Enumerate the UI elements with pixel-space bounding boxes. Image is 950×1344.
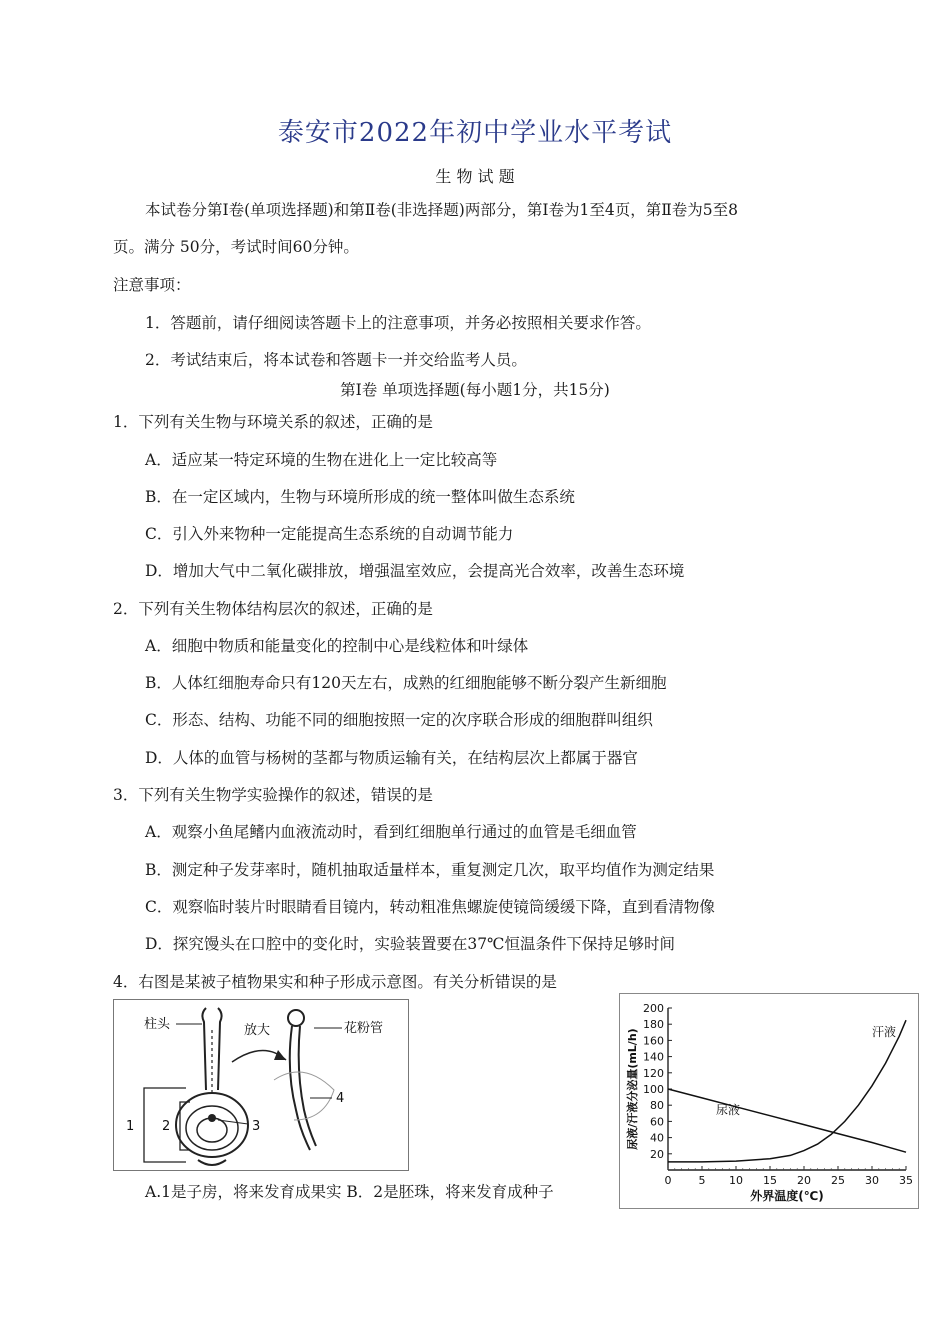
label-number-3: 3 [252, 1119, 261, 1134]
question-3-stem: 3．下列有关生物学实验操作的叙述，错误的是 [113, 786, 433, 804]
question-2-option-a: A．细胞中物质和能量变化的控制中心是线粒体和叶绿体 [145, 637, 529, 655]
y-tick-label: 120 [643, 1066, 664, 1080]
notes-heading: 注意事项： [113, 276, 191, 294]
x-tick-label: 0 [664, 1174, 672, 1187]
egg-cell [208, 1114, 216, 1122]
y-axis-title: 尿液/汗液分泌量(mL/h) [626, 1028, 639, 1150]
y-tick-label: 180 [643, 1018, 664, 1032]
label-magnify: 放大 [244, 1023, 271, 1038]
flower-diagram-svg [114, 1000, 408, 1170]
y-tick-label: 160 [643, 1034, 664, 1048]
magnify-arrowhead [274, 1050, 286, 1060]
note-item-2: 2．考试结束后，将本试卷和答题卡一并交给监考人员。 [145, 351, 527, 369]
y-tick-label: 80 [650, 1099, 664, 1113]
label-number-2: 2 [162, 1119, 171, 1134]
question-1-option-b: B．在一定区域内，生物与环境所形成的统一整体叫做生态系统 [145, 488, 575, 506]
x-axis-title: 外界温度(℃) [750, 1189, 824, 1203]
section-heading: 第Ⅰ卷 单项选择题(每小题1分，共15分) [340, 381, 610, 399]
y-tick-label: 140 [643, 1050, 664, 1064]
x-tick-label: 10 [729, 1174, 743, 1187]
secretion-chart [619, 993, 919, 1209]
y-tick-label: 60 [650, 1115, 664, 1129]
y-tick-label: 100 [643, 1083, 664, 1096]
x-tick-label: 20 [797, 1174, 811, 1187]
question-1-stem: 1．下列有关生物与环境关系的叙述，正确的是 [113, 413, 433, 431]
label-number-4: 4 [336, 1091, 345, 1106]
x-tick-label: 30 [865, 1174, 879, 1187]
question-3-option-a: A．观察小鱼尾鳍内血液流动时，看到红细胞单行通过的血管是毛细血管 [145, 823, 637, 841]
y-tick-label: 40 [650, 1131, 664, 1145]
question-1-option-c: C．引入外来物种一定能提高生态系统的自动调节能力 [145, 525, 514, 543]
intro-line-1: 本试卷分第Ⅰ卷(单项选择题)和第Ⅱ卷(非选择题)两部分，第Ⅰ卷为1至4页，第Ⅱ卷为5至8 [145, 201, 738, 219]
x-tick-label: 5 [698, 1174, 706, 1187]
question-2-stem: 2．下列有关生物体结构层次的叙述，正确的是 [113, 600, 433, 618]
x-tick-label: 25 [831, 1174, 845, 1187]
question-2-option-c: C．形态、结构、功能不同的细胞按照一定的次序联合形成的细胞群叫组织 [145, 711, 653, 729]
question-1-option-d: D．增加大气中二氧化碳排放，增强温室效应，会提高光合效率，改善生态环境 [145, 562, 685, 580]
question-2-option-d: D．人体的血管与杨树的茎都与物质运输有关，在结构层次上都属于器官 [145, 749, 638, 767]
series-label-0: 汗液 [872, 1025, 897, 1039]
intro-line-2: 页。满分 50分，考试时间60分钟。 [113, 238, 359, 256]
style-left-edge [202, 1008, 206, 1090]
question-3-option-d: D．探究馒头在口腔中的变化时，实验装置要在37℃恒温条件下保持足够时间 [145, 935, 675, 953]
exam-title: 泰安市2022年初中学业水平考试 [277, 118, 673, 148]
series-line-1 [668, 1089, 906, 1152]
question-1-option-a: A．适应某一特定环境的生物在进化上一定比较高等 [145, 451, 498, 469]
chart-series [668, 1020, 906, 1162]
question-3-option-b: B．测定种子发芽率时，随机抽取适量样本，重复测定几次，取平均值作为测定结果 [145, 861, 715, 879]
ovule-outer [186, 1106, 238, 1150]
label-pollen-tube: 花粉管 [344, 1021, 384, 1036]
exam-subtitle: 生 物 试 题 [435, 167, 515, 186]
x-tick-label: 15 [763, 1174, 777, 1187]
question-2-option-b: B．人体红细胞寿命只有120天左右，成熟的红细胞能够不断分裂产生新细胞 [145, 674, 667, 692]
label-stigma: 柱头 [144, 1017, 171, 1032]
note-item-1: 1．答题前，请仔细阅读答题卡上的注意事项，并务必按照相关要求作答。 [145, 314, 651, 332]
question-3-option-c: C．观察临时装片时眼睛看目镜内，转动粗准焦螺旋使镜筒缓缓下降，直到看清物像 [145, 898, 715, 916]
y-tick-label: 20 [650, 1147, 664, 1161]
flower-diagram [113, 999, 409, 1171]
question-4-stem: 4．右图是某被子植物果实和种子形成示意图。有关分析错误的是 [113, 973, 557, 991]
secretion-chart-svg [620, 994, 918, 1208]
series-line-0 [668, 1020, 906, 1162]
series-label-1: 尿液 [716, 1103, 741, 1117]
style-right-edge [218, 1008, 222, 1090]
x-tick-label: 35 [899, 1174, 913, 1187]
y-tick-label: 200 [643, 1002, 664, 1015]
question-4-option-ab: A.1是子房，将来发育成果实 B．2是胚珠，将来发育成种子 [145, 1183, 554, 1201]
receptacle [198, 1160, 226, 1165]
pollen-grain [288, 1010, 304, 1026]
label-number-1: 1 [126, 1119, 135, 1134]
